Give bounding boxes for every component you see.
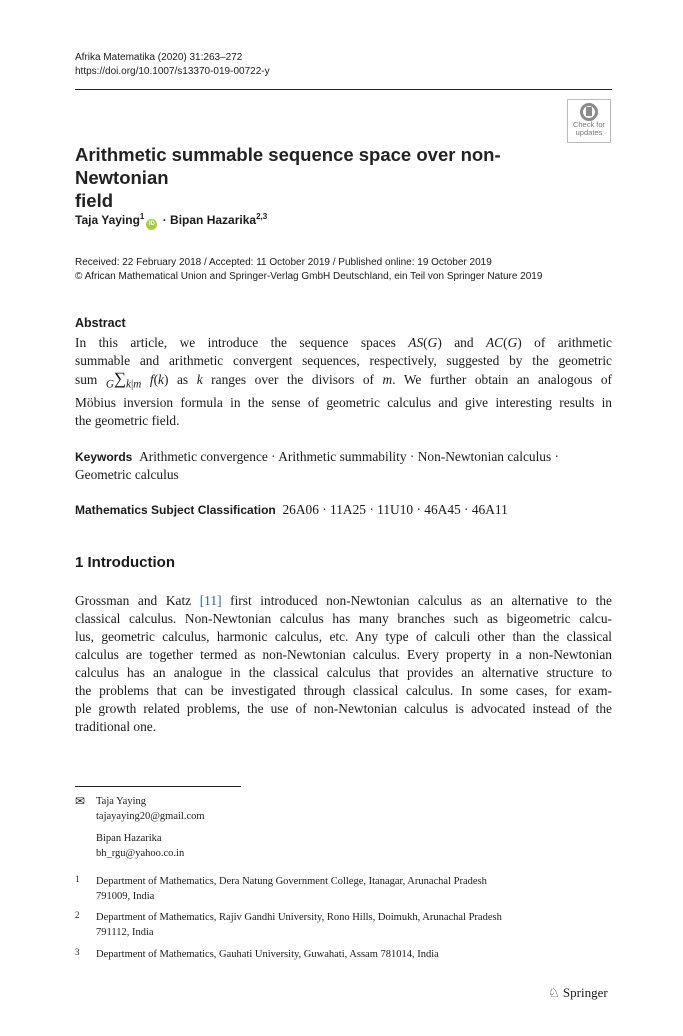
abstract-body (75, 334, 612, 430)
abstract-line: sum $_G\sum_{k|m}$ f(k) as k ranges over the divisors of m. We further obtain an analogous of (75, 369, 612, 391)
contact-name: Bipan Hazarika (96, 833, 162, 844)
affiliation-number: 1 (75, 874, 80, 884)
header-rule (75, 89, 612, 90)
introduction-body (75, 592, 612, 736)
intro-line: traditional one. (75, 719, 157, 734)
affiliation-sup: 2,3 (256, 212, 268, 221)
intro-line: lus, geometric calculus, harmonic calculus, etc. Any type of calculi other than the classical (75, 629, 612, 644)
copyright-line: © African Mathematical Union and Springer-Verlag GmbH Deutschland, ein Teil von Springer Nature 2019 (75, 271, 543, 282)
intro-line: ple growth related problems, the use of non-Newtonian calculus is advocated instead of the (75, 701, 612, 716)
doi-link[interactable]: https://doi.org/10.1007/s13370-019-00722-y (75, 66, 270, 77)
affiliation-text: Department of Mathematics, Rajiv Gandhi University, Rono Hills, Doimukh, Arunachal Pradesh (96, 912, 502, 923)
intro-line (75, 592, 612, 610)
footnote-rule (75, 786, 241, 787)
affiliation-text: 791112, India (96, 927, 154, 938)
intro-line: classical calculus. Non-Newtonian calculus has many branches such as bigeometric calcu- (75, 611, 612, 626)
abstract-line: Möbius inversion formula in the sense of geometric calculus and give interesting results in (75, 394, 612, 410)
text: Grossman and Katz (75, 593, 200, 608)
check-for-updates-badge[interactable] (567, 99, 611, 143)
dates-line: Received: 22 February 2018 / Accepted: 11 October 2019 / Published online: 19 October 2019 (75, 257, 492, 268)
bookmark-icon (580, 103, 598, 121)
publisher-name: Springer (562, 985, 608, 1000)
check-label: Check for (572, 120, 606, 129)
envelope-icon: ✉ (75, 794, 86, 808)
orcid-icon[interactable]: iD (146, 219, 157, 230)
keywords-text: Geometric calculus (75, 467, 179, 482)
paper-title (75, 143, 575, 212)
footnotes (0, 794, 683, 974)
intro-line: calculus are together termed as non-Newtonian calculus. Every property in a non-Newtonian (75, 647, 612, 662)
publication-dates (75, 256, 542, 284)
keywords-text: Arithmetic convergence · Arithmetic summability · Non-Newtonian calculus · (139, 449, 560, 464)
contact-email[interactable]: bh_rgu@yahoo.co.in (96, 848, 185, 859)
affiliation-text: 791009, India (96, 891, 155, 902)
affiliation-number: 3 (75, 947, 80, 957)
abstract-line: the geometric field. (75, 412, 180, 428)
affiliation-sup: 1 (139, 212, 145, 221)
affiliation-text: Department of Mathematics, Dera Natung Government College, Itanagar, Arunachal Pradesh (96, 876, 487, 887)
abstract-line: In this article, we introduce the sequence spaces AS(G) and AC(G) of arithmetic (75, 335, 612, 350)
intro-line: the problems that can be investigated through classical calculus. In some cases, for exam- (75, 683, 612, 698)
affiliation-number: 2 (75, 910, 80, 920)
section-heading: 1 Introduction (75, 554, 175, 571)
abstract-heading: Abstract (75, 316, 126, 330)
journal-citation: Afrika Matematika (2020) 31:263–272 (75, 52, 243, 63)
keywords (75, 448, 612, 484)
title-line: field (75, 190, 114, 211)
springer-logo (548, 985, 608, 1001)
affiliation-text: Department of Mathematics, Gauhati University, Guwahati, Assam 781014, India (96, 949, 439, 960)
updates-label: updates (575, 128, 603, 137)
author-name: Bipan Hazarika (170, 213, 257, 227)
msc-codes: 26A06 · 11A25 · 11U10 · 46A45 · 46A11 (282, 502, 508, 517)
abstract-line: summable and arithmetic convergent sequences, respectively, suggested by the geometric (75, 353, 612, 368)
text: first introduced non-Newtonian calculus as an alternative to the (221, 593, 612, 608)
contact-name: Taja Yaying (96, 796, 147, 807)
separator: · (159, 213, 171, 227)
keywords-label: Keywords (75, 450, 133, 464)
title-line: Arithmetic summable sequence space over non-Newtonian (75, 144, 501, 188)
msc (75, 501, 612, 519)
author-name: Taja Yaying (75, 213, 140, 227)
contact-email[interactable]: tajayaying20@gmail.com (96, 811, 205, 822)
springer-horse-icon: ♘ (548, 985, 560, 1000)
citation-link[interactable]: [11] (199, 593, 222, 608)
author-list (75, 212, 267, 230)
msc-label: Mathematics Subject Classification (75, 503, 276, 517)
intro-line: calculus has an analogue in the classical calculus that provides an alternative structure to (75, 665, 612, 680)
